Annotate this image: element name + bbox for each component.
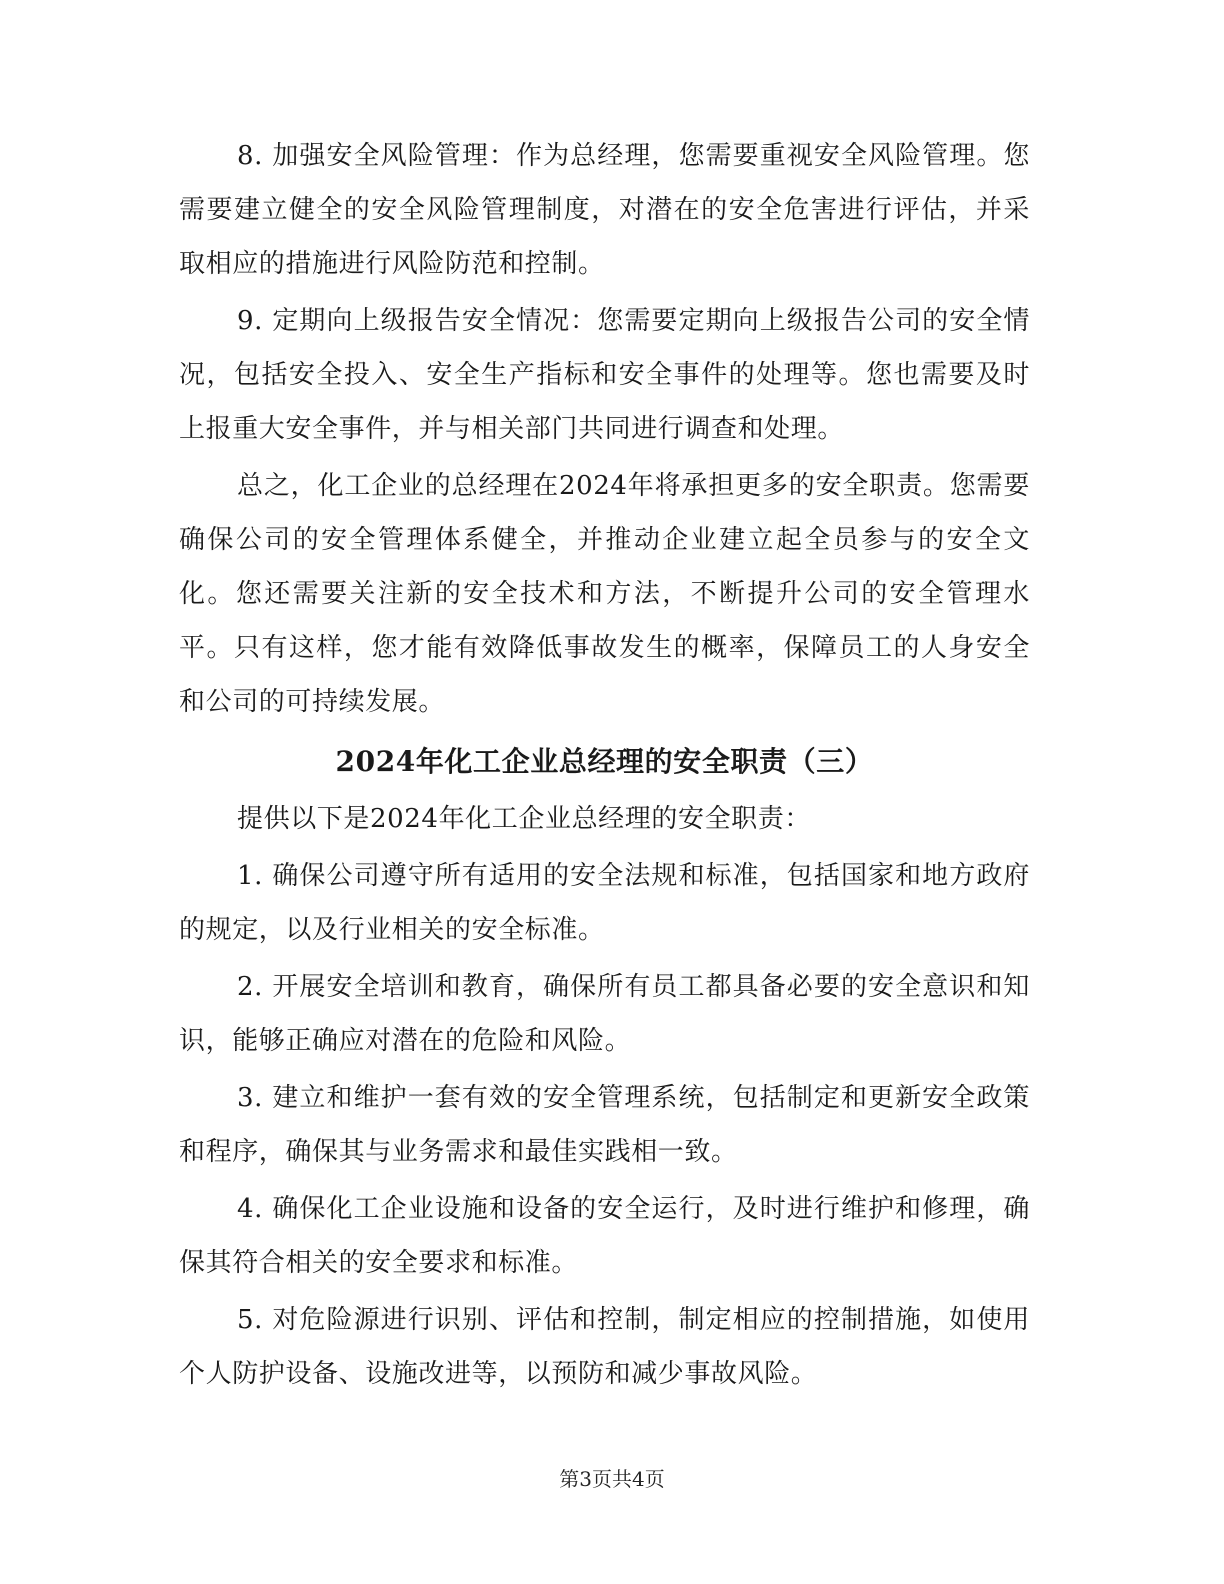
list-item-3: 3. 建立和维护一套有效的安全管理系统，包括制定和更新安全政策和程序，确保其与业务需求和最佳实践相一致。 bbox=[179, 1083, 1030, 1167]
section-intro: 提供以下是2024年化工企业总经理的安全职责： bbox=[237, 804, 811, 834]
section-title: 2024年化工企业总经理的安全职责（三） bbox=[335, 745, 874, 778]
list-item-4: 4. 确保化工企业设施和设备的安全运行，及时进行维护和修理，确保其符合相关的安全要求和标准。 bbox=[179, 1194, 1030, 1278]
list-item-2: 2. 开展安全培训和教育，确保所有员工都具备必要的安全意识和知识，能够正确应对潜在的危险和风险。 bbox=[179, 972, 1030, 1056]
paragraph-item-9: 9. 定期向上级报告安全情况：您需要定期向上级报告公司的安全情况，包括安全投入、安全生产指标和安全事件的处理等。您也需要及时上报重大安全事件，并与相关部门共同进行调查和处理。 bbox=[179, 306, 1030, 444]
document-body bbox=[179, 129, 1030, 1404]
paragraph-item-8: 8. 加强安全风险管理：作为总经理，您需要重视安全风险管理。您需要建立健全的安全风险管理制度，对潜在的安全危害进行评估，并采取相应的措施进行风险防范和控制。 bbox=[179, 141, 1030, 279]
page-number: 第3页共4页 bbox=[559, 1467, 665, 1491]
list-item-1: 1. 确保公司遵守所有适用的安全法规和标准，包括国家和地方政府的规定，以及行业相关的安全标准。 bbox=[179, 861, 1030, 945]
paragraph-summary: 总之，化工企业的总经理在2024年将承担更多的安全职责。您需要确保公司的安全管理体系健全，并推动企业建立起全员参与的安全文化。您还需要关注新的安全技术和方法，不断提升公司的安全管理水平。只有这样，您才能有效降低事故发生的概率，保障员工的人身安全和公司的可持续发展。 bbox=[179, 471, 1030, 717]
list-item-5: 5. 对危险源进行识别、评估和控制，制定相应的控制措施，如使用个人防护设备、设施改进等，以预防和减少事故风险。 bbox=[179, 1305, 1030, 1389]
